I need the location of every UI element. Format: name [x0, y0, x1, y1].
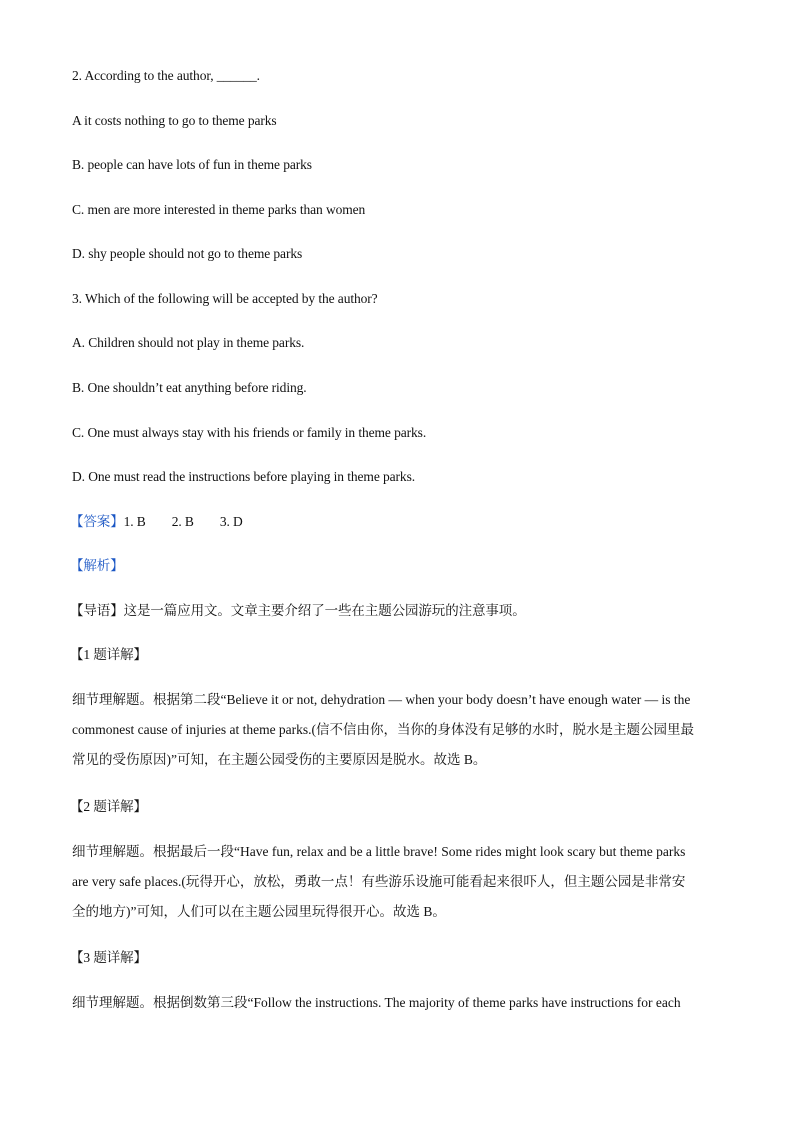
- question-2-option-a: A it costs nothing to go to theme parks: [72, 113, 277, 128]
- detail-3-paragraph: [72, 988, 722, 1018]
- question-2-option-b: B. people can have lots of fun in theme parks: [72, 157, 312, 172]
- detail-2-paragraph: [72, 837, 722, 927]
- answer-2: 2. B: [171, 514, 194, 529]
- detail-1-heading: 【1 题详解】: [70, 647, 147, 662]
- question-3-option-a: A. Children should not play in theme parks.: [72, 335, 305, 350]
- question-2-option-c: C. men are more interested in theme parks than women: [72, 202, 366, 217]
- question-3-stem: 3. Which of the following will be accepted by the author?: [72, 291, 378, 306]
- question-3-option-c: C. One must always stay with his friends or family in theme parks.: [72, 425, 427, 440]
- detail-3-line: 细节理解题。根据倒数第三段“Follow the instructions. The majority of theme parks have instructions for each: [72, 995, 681, 1010]
- analysis-label: 【解析】: [70, 558, 124, 573]
- intro-text: 这是一篇应用文。文章主要介绍了一些在主题公园游玩的注意事项。: [123, 603, 526, 618]
- answer-label: 【答案】: [70, 514, 124, 529]
- detail-1-line: 细节理解题。根据第二段“Believe it or not, dehydration — when your body doesn’t have enough water — is the: [72, 692, 691, 707]
- question-3-option-b: B. One shouldn’t eat anything before riding.: [72, 380, 307, 395]
- detail-2-heading: 【2 题详解】: [70, 799, 147, 814]
- answer-1: 1. B: [123, 514, 146, 529]
- detail-1-paragraph: [72, 685, 722, 775]
- answer-3: 3. D: [219, 514, 243, 529]
- question-3-option-d: D. One must read the instructions before playing in theme parks.: [72, 469, 416, 484]
- question-2-option-d: D. shy people should not go to theme parks: [72, 246, 303, 261]
- detail-2-line: 全的地方)”可知，人们可以在主题公园里玩得很开心。故选 B。: [72, 904, 446, 919]
- question-2-stem: 2. According to the author, ______.: [72, 68, 260, 83]
- detail-3-heading: 【3 题详解】: [70, 950, 147, 965]
- detail-2-line: are very safe places.(玩得开心，放松，勇敢一点！有些游乐设施可能看起来很吓人，但主题公园是非常安: [72, 874, 686, 889]
- intro-row: [70, 601, 526, 621]
- answer-row: [70, 512, 243, 532]
- intro-label: 【导语】: [70, 603, 124, 618]
- detail-1-line: commonest cause of injuries at theme parks.(信不信由你，当你的身体没有足够的水时，脱水是主题公园里最: [72, 722, 695, 737]
- detail-2-line: 细节理解题。根据最后一段“Have fun, relax and be a little brave! Some rides might look scary but theme parks: [72, 844, 686, 859]
- detail-1-line: 常见的受伤原因)”可知，在主题公园受伤的主要原因是脱水。故选 B。: [72, 752, 487, 767]
